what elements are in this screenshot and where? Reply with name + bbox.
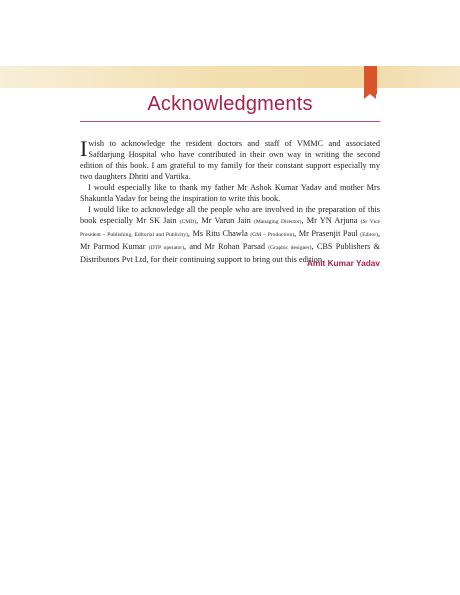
page-title: Acknowledgments [147,93,313,115]
paragraph-2: I would especially like to thank my father Mr Ashok Kumar Yadav and mother Mrs Shakuntla Yadav for being the inspiration to write this book. [80,183,380,203]
role-note: (Editor) [360,232,378,238]
header-band [0,66,460,88]
role-note: (GM – Production) [250,232,295,238]
paragraph-1-text: wish to acknowledge the resident doctors and staff of VMMC and associated Safdarjung Hospital who have contributed in their own way in writing the second edition of this book. I am grateful to my family for their constant support especially my two daughters Dhriti and Vartika. [80,139,380,181]
para3-text: , Mr YN Arjuna [301,216,358,225]
role-note: (Graphic designer) [268,245,312,251]
role-note: (CMD) [179,219,197,225]
role-note: (Managing Director) [253,219,302,225]
paragraph-1 [80,138,380,182]
para3-text: , Mr Parmod Kumar [80,229,381,251]
role-note: (DTP operator) [148,245,185,251]
para3-text: , CBS Publishers & Distributors Pvt Ltd, for their continuing support to bring out this edition. [80,242,381,264]
role-note: (Sr Vice President – Publishing, Editorial and Publicity) [80,219,381,238]
para3-text: , Ms Ritu Chawla [187,229,248,238]
para3-text: , and Mr Rohan Parsad [184,242,265,251]
acknowledgment-body [80,138,380,265]
para3-text: , Mr Prasenjit Paul [294,229,358,238]
para3-text: , Mr Varun Jain [196,216,251,225]
drop-cap: I [80,136,88,161]
author-signature: Amit Kumar Yadav [306,258,380,268]
paragraph-3 [80,204,380,265]
title-underline [80,121,380,122]
para3-text: I would like to acknowledge all the people who are involved in the preparation of this book especially Mr SK Jain [80,205,380,225]
bookmark-ribbon [364,66,377,94]
